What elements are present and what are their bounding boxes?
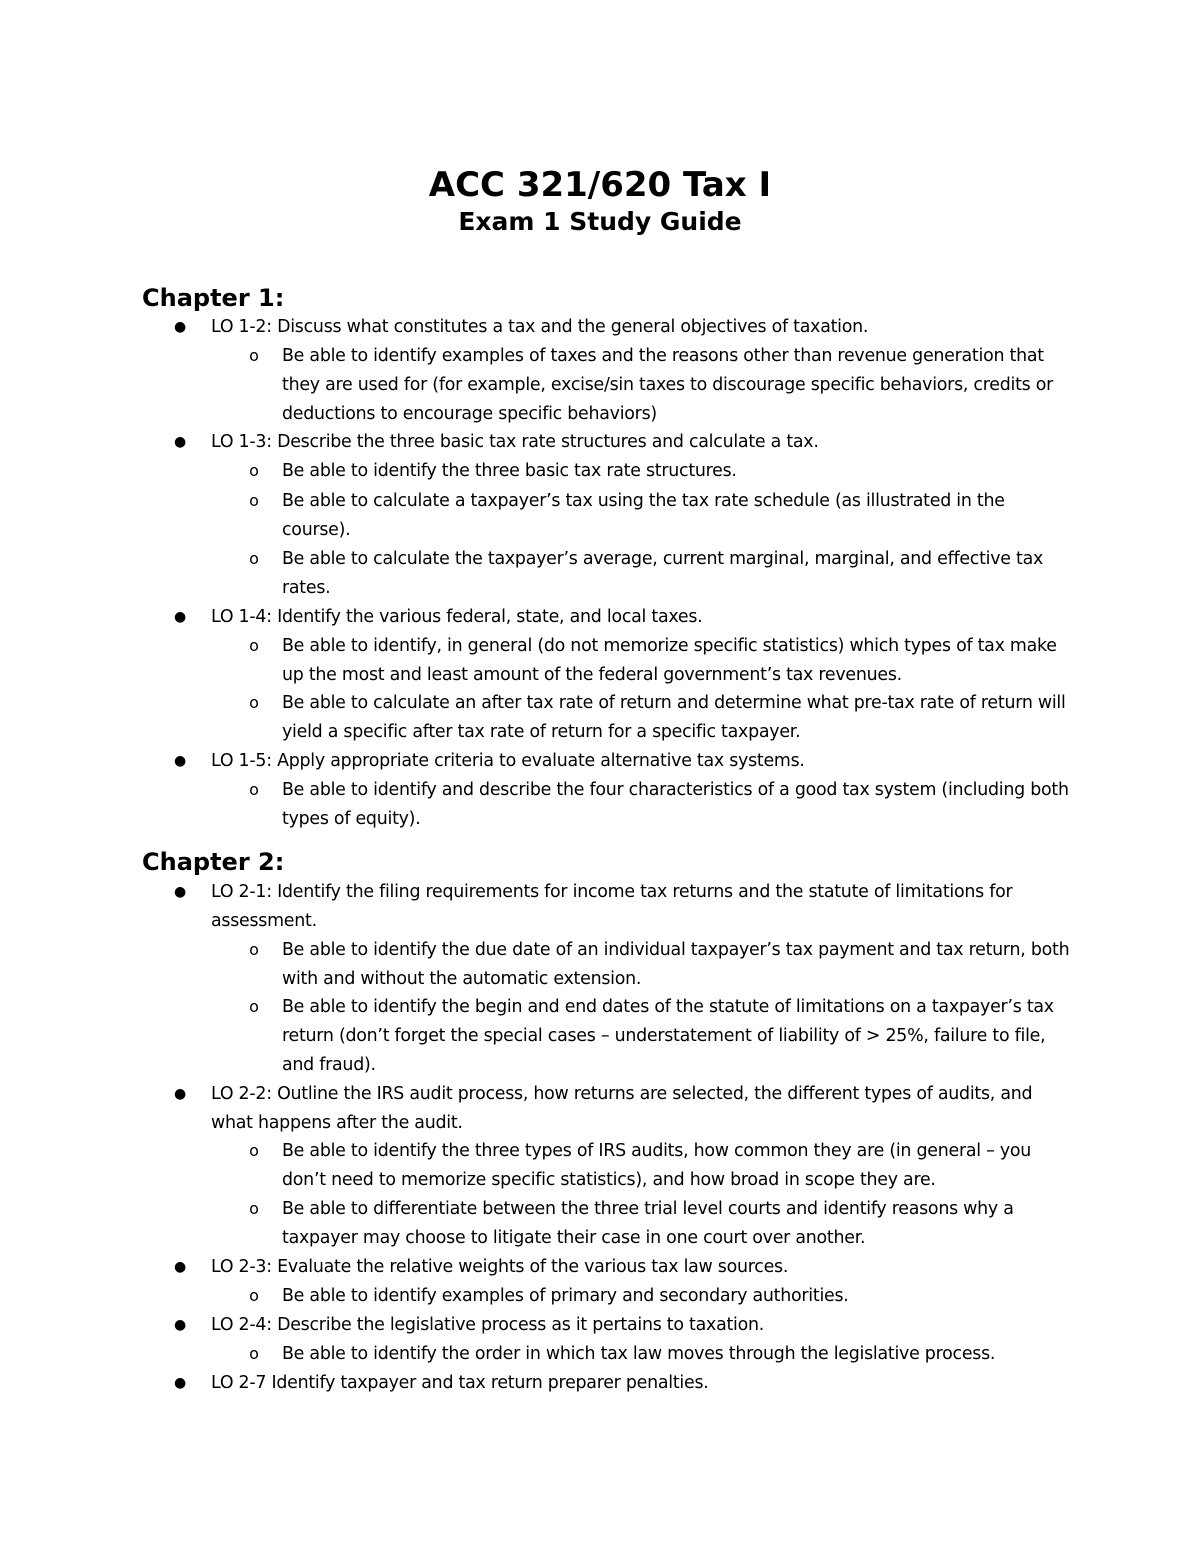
document-subtitle: Exam 1 Study Guide <box>458 207 742 236</box>
learning-objective: LO 2-1: Identify the filing requirements for income tax returns and the statute of limitations for assessment. <box>211 882 1013 931</box>
bullet-icon: ● <box>174 1086 187 1102</box>
objective-detail: Be able to identify examples of taxes and the reasons other than revenue generation that they are used for (for example, excise/sin taxes to discourage specific behaviors, credits or deductions to encourage specific behaviors) <box>282 346 1054 424</box>
sub-bullet-icon: o <box>249 780 259 799</box>
chapter-heading: Chapter 2: <box>142 848 285 876</box>
sub-bullet-icon: o <box>249 693 259 712</box>
objective-detail: Be able to differentiate between the three trial level courts and identify reasons why a taxpayer may choose to litigate their case in one court over another. <box>282 1199 1014 1248</box>
learning-objective: LO 2-7 Identify taxpayer and tax return preparer penalties. <box>211 1373 709 1393</box>
document-title: ACC 321/620 Tax I <box>428 165 772 205</box>
learning-objective: LO 1-2: Discuss what constitutes a tax and the general objectives of taxation. <box>211 317 869 337</box>
objective-detail: Be able to calculate an after tax rate of return and determine what pre-tax rate of return will yield a specific after tax rate of return for a specific taxpayer. <box>282 693 1066 742</box>
sub-bullet-icon: o <box>249 1344 259 1363</box>
bullet-icon: ● <box>174 1259 187 1275</box>
learning-objective: LO 2-2: Outline the IRS audit process, how returns are selected, the different types of audits, and what happens after the audit. <box>211 1084 1033 1133</box>
sub-bullet-icon: o <box>249 940 259 959</box>
chapter-heading: Chapter 1: <box>142 284 285 312</box>
sub-bullet-icon: o <box>249 997 259 1016</box>
bullet-icon: ● <box>174 753 187 769</box>
bullet-icon: ● <box>174 1317 187 1333</box>
learning-objective: LO 1-3: Describe the three basic tax rate structures and calculate a tax. <box>211 432 819 452</box>
objective-detail: Be able to calculate the taxpayer’s average, current marginal, marginal, and effective tax rates. <box>282 549 1044 598</box>
objective-detail: Be able to identify the order in which tax law moves through the legislative process. <box>282 1344 996 1364</box>
learning-objective: LO 2-4: Describe the legislative process as it pertains to taxation. <box>211 1315 765 1335</box>
sub-bullet-icon: o <box>249 549 259 568</box>
sub-bullet-icon: o <box>249 1199 259 1218</box>
objective-detail: Be able to identify the three basic tax rate structures. <box>282 461 737 481</box>
sub-bullet-icon: o <box>249 346 259 365</box>
objective-detail: Be able to identify the due date of an individual taxpayer’s tax payment and tax return, both with and without the automatic extension. <box>282 940 1070 989</box>
learning-objective: LO 1-4: Identify the various federal, state, and local taxes. <box>211 607 703 627</box>
bullet-icon: ● <box>174 884 187 900</box>
sub-bullet-icon: o <box>249 491 259 510</box>
sub-bullet-icon: o <box>249 461 259 480</box>
objective-detail: Be able to identify, in general (do not memorize specific statistics) which types of tax make up the most and least amount of the federal government’s tax revenues. <box>282 636 1057 685</box>
sub-bullet-icon: o <box>249 1141 259 1160</box>
objective-detail: Be able to identify the begin and end dates of the statute of limitations on a taxpayer’s tax return (don’t forget the special cases – understatement of liability of > 25%, failure to file, and fraud). <box>282 997 1054 1075</box>
objective-detail: Be able to identify the three types of IRS audits, how common they are (in general – you don’t need to memorize specific statistics), and how broad in scope they are. <box>282 1141 1032 1190</box>
bullet-icon: ● <box>174 609 187 625</box>
bullet-icon: ● <box>174 434 187 450</box>
objective-detail: Be able to identify and describe the four characteristics of a good tax system (including both types of equity). <box>282 780 1069 829</box>
learning-objective: LO 2-3: Evaluate the relative weights of the various tax law sources. <box>211 1257 789 1277</box>
objective-detail: Be able to calculate a taxpayer’s tax using the tax rate schedule (as illustrated in the course). <box>282 491 1005 540</box>
sub-bullet-icon: o <box>249 1286 259 1305</box>
learning-objective: LO 1-5: Apply appropriate criteria to evaluate alternative tax systems. <box>211 751 805 771</box>
bullet-icon: ● <box>174 1375 187 1391</box>
bullet-icon: ● <box>174 319 187 335</box>
sub-bullet-icon: o <box>249 636 259 655</box>
objective-detail: Be able to identify examples of primary and secondary authorities. <box>282 1286 849 1306</box>
